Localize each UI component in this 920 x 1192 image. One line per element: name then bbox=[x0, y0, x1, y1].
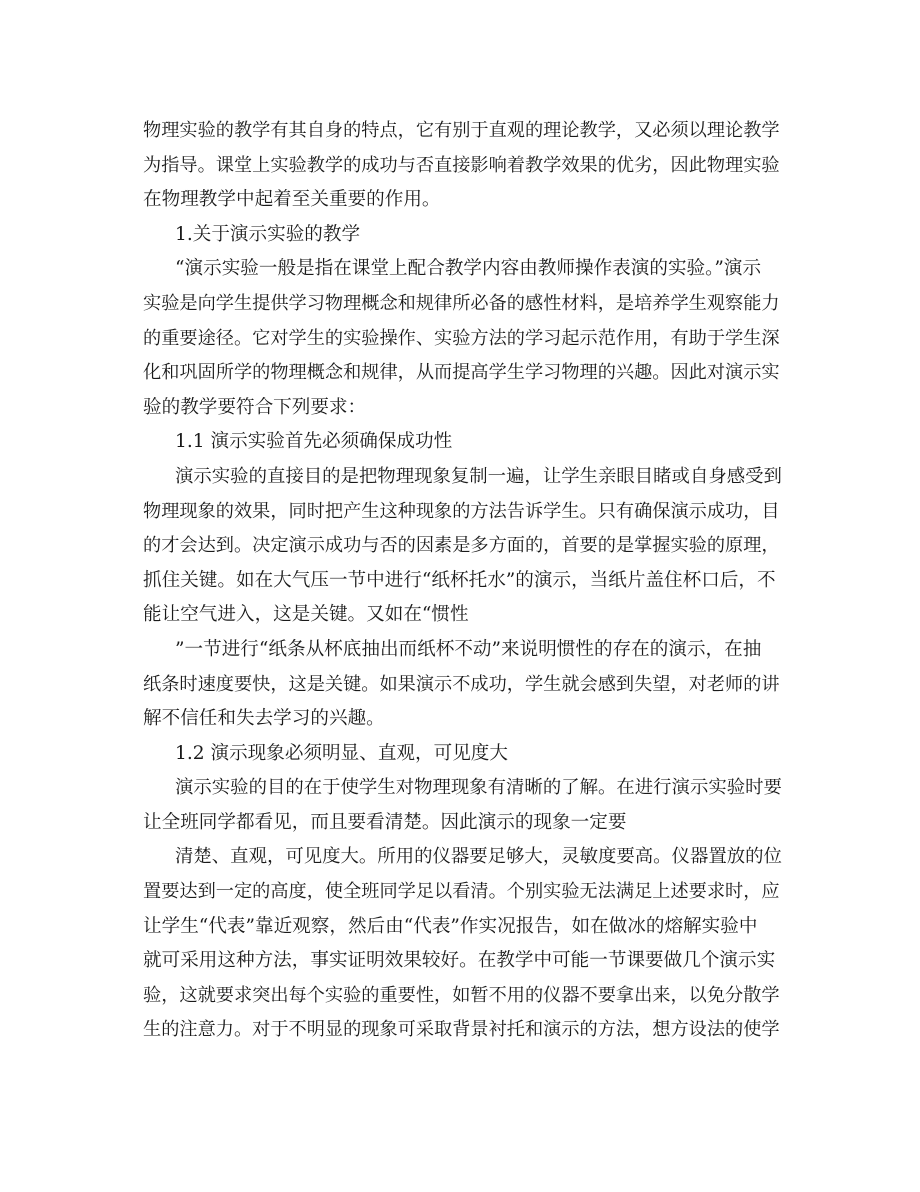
text-line: 验，这就要求突出每个实验的重要性，如暂不用的仪器不要拿出来，以免分散学 bbox=[143, 984, 780, 1006]
text-line: 的重要途径。它对学生的实验操作、实验方法的学习起示范作用，有助于学生深 bbox=[143, 327, 780, 349]
text-line: 纸条时速度要快，这是关键。如果演示不成功，学生就会感到失望，对老师的讲 bbox=[143, 673, 780, 695]
text-line: 抓住关键。如在大气压一节中进行“纸杯托水”的演示，当纸片盖住杯口后，不 bbox=[143, 569, 776, 591]
text-line: 让全班同学都看见，而且要看清楚。因此演示的现象一定要 bbox=[143, 811, 627, 833]
text-line: 让学生“代表”靠近观察，然后由“代表”作实况报告，如在做冰的熔解实验中 bbox=[143, 915, 758, 937]
text-line: 在物理教学中起着至关重要的作用。 bbox=[143, 189, 441, 211]
text-line: 验的教学要符合下列要求： bbox=[143, 396, 367, 418]
text-line: 化和巩固所学的物理概念和规律，从而提高学生学习物理的兴趣。因此对演示实 bbox=[143, 362, 780, 384]
text-line: 的才会达到。决定演示成功与否的因素是多方面的，首要的是掌握实验的原理， bbox=[143, 535, 780, 557]
text-line: “演示实验一般是指在课堂上配合教学内容由教师操作表演的实验。”演示 bbox=[175, 258, 762, 280]
text-line: 1.2 演示现象必须明显、直观，可见度大 bbox=[175, 742, 508, 764]
text-line: 为指导。课堂上实验教学的成功与否直接影响着教学效果的优劣，因此物理实验 bbox=[143, 154, 780, 176]
text-line: 置要达到一定的高度，使全班同学足以看清。个别实验无法满足上述要求时，应 bbox=[143, 881, 780, 903]
document-body bbox=[143, 114, 783, 1048]
text-line: 物理现象的效果，同时把产生这种现象的方法告诉学生。只有确保演示成功，目 bbox=[143, 500, 780, 522]
text-line: 清楚、直观，可见度大。所用的仪器要足够大，灵敏度要高。仪器置放的位 bbox=[175, 846, 782, 868]
text-line: 生的注意力。对于不明显的现象可采取背景衬托和演示的方法，想方设法的使学 bbox=[143, 1019, 780, 1041]
text-line: 就可采用这种方法，事实证明效果较好。在教学中可能一节课要做几个演示实 bbox=[143, 950, 776, 972]
text-line: 1.1 演示实验首先必须确保成功性 bbox=[175, 431, 453, 453]
text-line: ”一节进行“纸条从杯底抽出而纸杯不动”来说明惯性的存在的演示，在抽 bbox=[175, 638, 762, 660]
text-line: 1.关于演示实验的教学 bbox=[175, 223, 361, 245]
text-line: 演示实验的直接目的是把物理现象复制一遍，让学生亲眼目睹或自身感受到 bbox=[175, 465, 782, 487]
text-line: 解不信任和失去学习的兴趣。 bbox=[143, 708, 385, 730]
text-line: 实验是向学生提供学习物理概念和规律所必备的感性材料，是培养学生观察能力 bbox=[143, 292, 780, 314]
text-line: 能让空气进入，这是关键。又如在“惯性 bbox=[143, 604, 469, 626]
text-line: 演示实验的目的在于使学生对物理现象有清晰的了解。在进行演示实验时要 bbox=[175, 777, 782, 799]
text-line: 物理实验的教学有其自身的特点，它有别于直观的理论教学，又必须以理论教学 bbox=[143, 120, 780, 141]
